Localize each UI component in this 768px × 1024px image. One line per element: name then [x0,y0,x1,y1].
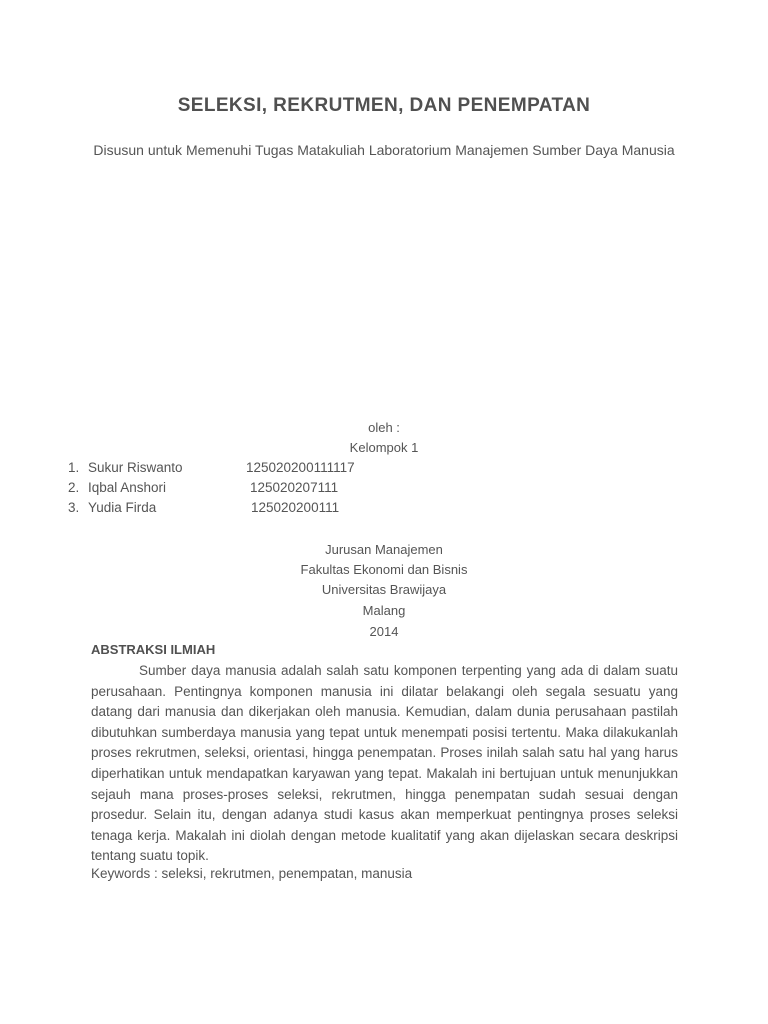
document-title: SELEKSI, REKRUTMEN, DAN PENEMPATAN [177,95,591,116]
city: Malang [362,603,406,618]
group-name: Kelompok 1 [349,440,419,455]
year: 2014 [369,624,399,639]
document-subtitle: Disusun untuk Memenuhi Tugas Matakuliah Laboratorium Manajemen Sumber Daya Manusia [93,142,675,158]
keywords-line: Keywords : seleksi, rekrutmen, penempatan, manusia [91,866,413,881]
member-name: Yudia Firda [88,500,157,515]
faculty: Fakultas Ekonomi dan Bisnis [300,562,468,577]
member-number: 2. [68,480,80,495]
abstract-body: Sumber daya manusia adalah salah satu komponen terpenting yang ada di dalam suatu perusahaan. Pentingnya komponen manusia ini dilatar belakangi oleh segala sesuatu yang datang dari manusia dan dikerjakan oleh manusia. Kemudian, dalam dunia perusahaan pastilah dibutuhkan sumberdaya manusia yang tepat untuk menempati posisi tertentu. Maka dilakukanlah proses rekrutmen, seleksi, orientasi, hingga penempatan. Proses inilah salah satu hal yang harus diperhatikan untuk mendapatkan karyawan yang tepat. Makalah ini bertujuan untuk menunjukkan sejauh mana proses-proses seleksi, rekrutmen, hingga penempatan sudah sesuai dengan prosedur. Selain itu, dengan adanya studi kasus akan memperkuat pentingnya proses seleksi tenaga kerja. Makalah ini diolah dengan metode kualitatif yang akan dijelaskan secara deskripsi tentang suatu topik. [91,663,678,864]
member-nim: 125020207111 [250,480,339,495]
abstract-heading: ABSTRAKSI ILMIAH [91,642,216,657]
member-number: 3. [68,500,80,515]
member-name: Sukur Riswanto [88,460,183,475]
member-nim: 125020200111117 [246,460,355,475]
member-number: 1. [68,460,80,475]
by-label: oleh : [368,420,400,435]
department: Jurusan Manajemen [325,542,443,557]
member-nim: 125020200111 [251,500,340,515]
university: Universitas Brawijaya [321,582,447,597]
member-name: Iqbal Anshori [88,480,167,495]
